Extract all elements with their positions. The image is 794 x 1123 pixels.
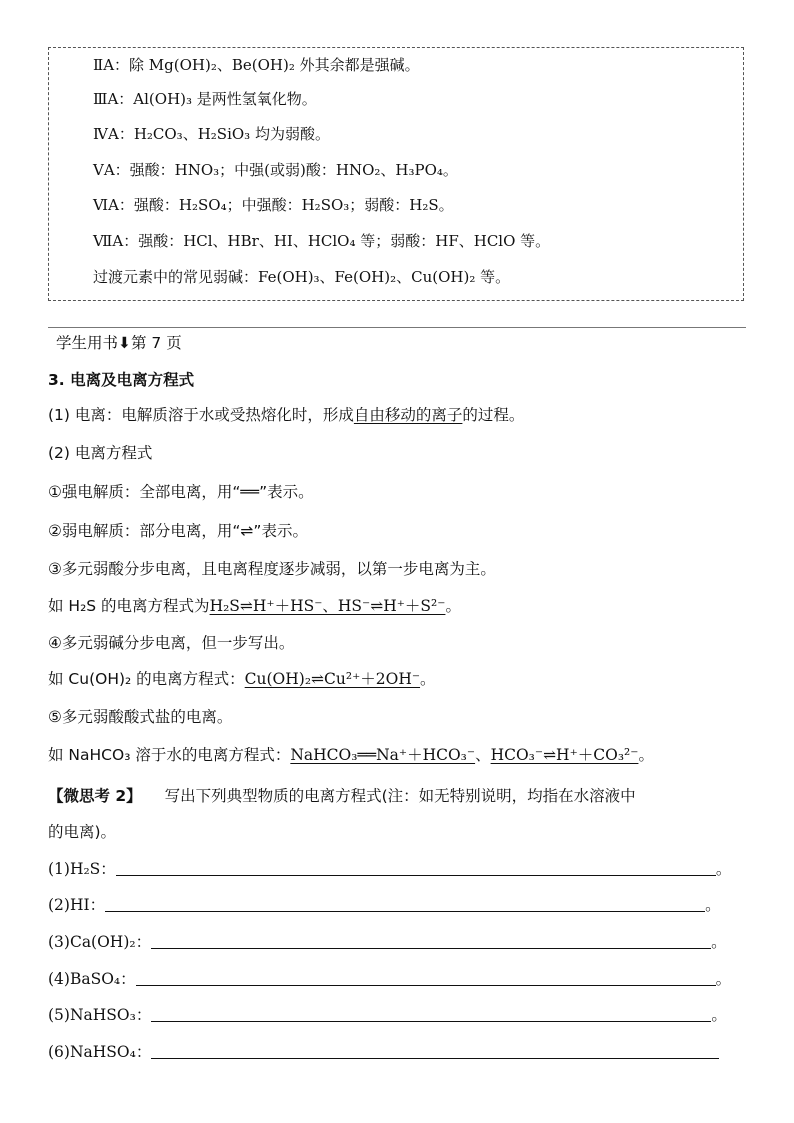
exercise-label: (2)HI： (48, 896, 106, 914)
answer-blank[interactable] (151, 1057, 719, 1059)
exercise-end: 。 (705, 896, 721, 914)
cu-prefix: 如 Cu(OH)₂ 的电离方程式： (48, 670, 245, 688)
page-reference: 学生用书⬇第 7 页 (56, 334, 182, 352)
acidsalt-rule: ⑤多元弱酸酸式盐的电离。 (48, 708, 233, 726)
nahco3-equation-2: HCO₃⁻⇌H⁺＋CO₃²⁻ (490, 746, 639, 764)
polybase-rule: ④多元弱碱分步电离，但一步写出。 (48, 634, 295, 652)
exercise-label: (1)H₂S： (48, 860, 116, 878)
exercise-row (48, 930, 727, 952)
micro-think (48, 784, 636, 806)
definition-answer: 自由移动的离子 (353, 406, 463, 424)
exercise-row (48, 1040, 719, 1062)
exercise-end: 。 (715, 860, 732, 878)
weak-electrolyte: ②弱电解质：部分电离，用“⇌”表示。 (48, 522, 308, 540)
micro-text: 写出下列典型物质的电离方程式(注：如无特别说明，均指在水溶液中 (164, 787, 636, 805)
definition-prefix: (1) 电离：电解质溶于水或受热熔化时，形成 (48, 406, 354, 424)
nahco3-prefix: 如 NaHCO₃ 溶于水的电离方程式： (48, 746, 291, 764)
box-line: ⅥA：强酸：H₂SO₄；中强酸：H₂SO₃；弱酸：H₂S。 (93, 196, 454, 214)
exercise-label: (5)NaHSO₃： (48, 1006, 152, 1024)
cu-example (48, 667, 436, 689)
h2s-prefix: 如 H₂S 的电离方程式为 (48, 597, 210, 615)
micro-text-cont: 的电离)。 (48, 823, 117, 841)
box-line: ⅡA：除 Mg(OH)₂、Be(OH)₂ 外其余都是强碱。 (93, 56, 420, 74)
item2-title: (2) 电离方程式 (48, 444, 153, 462)
polyacid-rule: ③多元弱酸分步电离，且电离程度逐步减弱，以第一步电离为主。 (48, 560, 496, 578)
answer-blank[interactable] (136, 984, 716, 986)
exercise-row (48, 893, 721, 915)
nahco3-suffix: 。 (638, 746, 654, 764)
answer-blank[interactable] (151, 947, 711, 949)
h2s-equation: H₂S⇌H⁺＋HS⁻、HS⁻⇌H⁺＋S²⁻ (209, 597, 446, 615)
exercise-label: (4)BaSO₄： (48, 970, 136, 988)
exercise-end: 。 (715, 970, 732, 988)
cu-suffix: 。 (420, 670, 436, 688)
definition (48, 403, 524, 425)
divider (48, 327, 746, 328)
box-line: ⅤA：强酸：HNO₃；中强(或弱)酸：HNO₂、H₃PO₄。 (93, 161, 458, 179)
micro-tag: 【微思考 2】 (48, 787, 142, 805)
answer-blank[interactable] (116, 874, 716, 876)
box-line: ⅦA：强酸：HCl、HBr、HI、HClO₄ 等；弱酸：HF、HClO 等。 (93, 232, 551, 250)
answer-blank[interactable] (151, 1020, 711, 1022)
nahco3-separator: 、 (475, 746, 491, 764)
h2s-example (48, 594, 461, 616)
exercise-end: 。 (711, 1006, 727, 1024)
nahco3-example (48, 743, 654, 765)
cu-equation: Cu(OH)₂⇌Cu²⁺＋2OH⁻ (244, 670, 421, 688)
exercise-row (48, 857, 731, 879)
nahco3-equation-1: NaHCO₃══Na⁺＋HCO₃⁻ (290, 746, 476, 764)
box-line: ⅢA：Al(OH)₃ 是两性氢氧化物。 (93, 90, 317, 108)
exercise-row (48, 1003, 727, 1025)
strong-electrolyte: ①强电解质：全部电离，用“══”表示。 (48, 483, 314, 501)
answer-blank[interactable] (105, 910, 705, 912)
box-line: 过渡元素中的常见弱碱：Fe(OH)₃、Fe(OH)₂、Cu(OH)₂ 等。 (93, 268, 511, 286)
exercise-end: 。 (711, 933, 727, 951)
exercise-label: (3)Ca(OH)₂： (48, 933, 152, 951)
h2s-suffix: 。 (445, 597, 461, 615)
exercise-label: (6)NaHSO₄： (48, 1043, 152, 1061)
section-title: 3. 电离及电离方程式 (48, 371, 195, 389)
definition-suffix: 的过程。 (462, 406, 525, 424)
note-box (48, 47, 744, 301)
box-line: ⅣA：H₂CO₃、H₂SiO₃ 均为弱酸。 (93, 125, 330, 143)
exercise-row (48, 967, 731, 989)
